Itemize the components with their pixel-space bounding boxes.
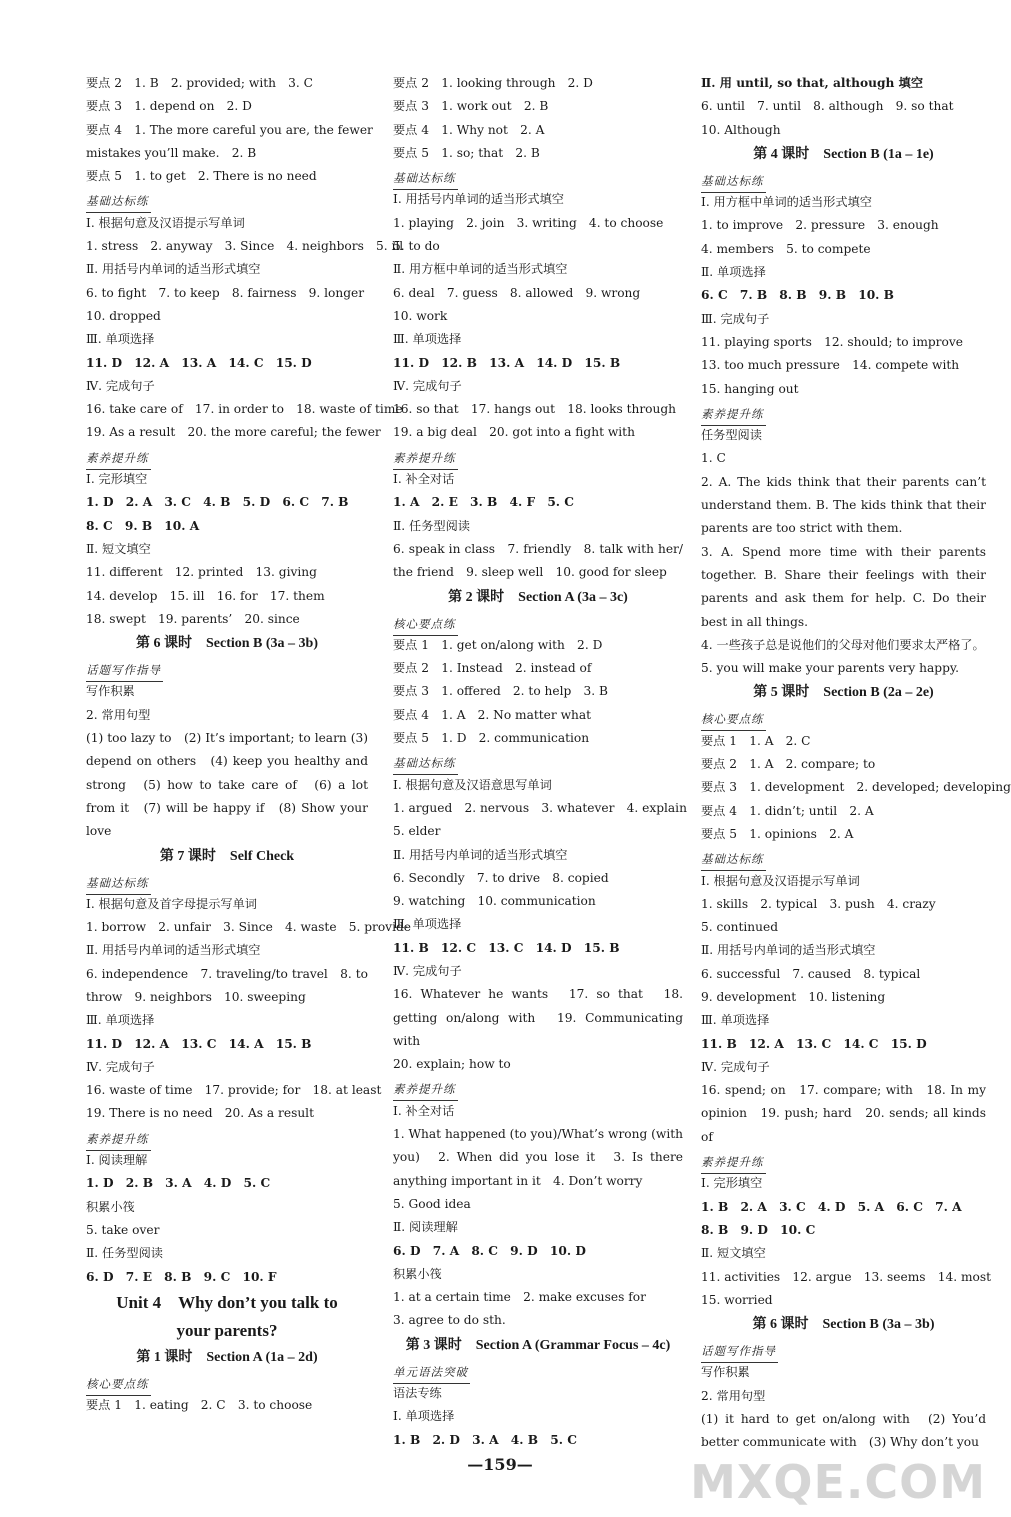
answer-line: 要点 5 1. D 2. communication — [393, 731, 590, 746]
section-label-row — [393, 445, 683, 468]
answer-line: Ⅳ. 完成句子 — [393, 963, 462, 978]
lesson-heading: 第 3 课时 Section A (Grammar Focus – 4c) — [405, 1337, 671, 1353]
answer-line: 5. take over — [86, 1222, 160, 1237]
lesson-heading: 第 7 课时 Self Check — [159, 848, 295, 864]
answer-column-middle — [393, 72, 687, 1452]
answer-line: 1. to improve 2. pressure 3. enough — [701, 218, 939, 233]
answer-paragraph: (1) it hard to get on/along with (2) You’d better communicate with (3) Why don’t you — [701, 1412, 986, 1450]
answer-line: 要点 4 1. didn’t; until 2. A — [701, 803, 874, 818]
lesson-heading: 第 1 课时 Section A (1a – 2d) — [136, 1349, 318, 1365]
answer-line: Ⅱ. 任务型阅读 — [86, 1246, 163, 1261]
answer-line: Ⅳ. 完成句子 — [701, 1059, 770, 1074]
answer-paragraph: 1. What happened (to you)/What’s wrong (with you) 2. When did you lose it 3. Is there anything important in it 4. Don’t worry — [393, 1127, 683, 1188]
answer-line: 任务型阅读 — [701, 428, 762, 443]
answer-line: 1. playing 2. join 3. writing 4. to choose — [393, 215, 664, 230]
answer-line: Ⅱ. 短文填空 — [86, 541, 151, 556]
choice-answer-line: 11. D 12. B 13. A 14. D 15. B — [393, 355, 621, 370]
lesson-heading: 第 5 课时 Section B (2a – 2e) — [753, 685, 934, 701]
answer-line: Ⅱ. 任务型阅读 — [393, 518, 470, 533]
site-watermark: MXQE.COM — [690, 1455, 986, 1509]
answer-line: 语法专练 — [393, 1386, 442, 1401]
answer-line: 15. hanging out — [701, 381, 799, 396]
section-label-row — [701, 846, 986, 869]
answer-line: Ⅱ. 用方框中单词的适当形式填空 — [393, 262, 568, 277]
answer-line: Ⅱ. 用括号内单词的适当形式填空 — [393, 847, 568, 862]
answer-line: 11. playing sports 12. should; to improve — [701, 334, 963, 349]
answer-paragraph: 16. Whatever he wants 17. so that 18. getting on/along with 19. Communicating with — [393, 987, 683, 1048]
choice-answer-line: 11. B 12. A 13. C 14. C 15. D — [701, 1036, 927, 1051]
lesson-heading: 第 6 课时 Section B (3a – 3b) — [136, 636, 318, 652]
answer-line: 16. so that 17. hangs out 18. looks through — [393, 402, 676, 417]
answer-line: 写作积累 — [86, 684, 135, 699]
section-label: 单元语法突破 — [393, 1361, 470, 1384]
answer-line: 5. to do — [393, 239, 440, 254]
answer-line: Ⅰ. 单项选择 — [393, 1409, 455, 1424]
choice-answer-line: 11. B 12. C 13. C 14. D 15. B — [393, 940, 620, 955]
answer-line: Ⅲ. 单项选择 — [701, 1013, 770, 1028]
section-label: 素养提升练 — [86, 1128, 151, 1151]
answer-paragraph: 4. 一些孩子总是说他们的父母对他们要求太严格了。 — [701, 637, 985, 652]
answer-line: 要点 3 1. offered 2. to help 3. B — [393, 684, 608, 699]
answer-line: Ⅰ. 完形填空 — [701, 1176, 763, 1191]
choice-answer-line: 1. D 2. A 3. C 4. B 5. D 6. C 7. B — [86, 495, 349, 510]
section-label: 素养提升练 — [393, 447, 458, 470]
answer-line: Ⅰ. 根据句意及首字母提示写单词 — [86, 896, 257, 911]
answer-paragraph: 3. A. Spend more time with their parents together. B. Share their feelings with their parents and ask them for help. C. Do their best in all things. — [701, 544, 986, 629]
answer-paragraph: 16. spend; on 17. compare; with 18. In my opinion 19. push; hard 20. sends; all kinds of — [701, 1083, 986, 1144]
section-label: 素养提升练 — [393, 1078, 458, 1101]
lesson-heading: 第 4 课时 Section B (1a – 1e) — [753, 146, 934, 162]
answer-line: 5. you will make your parents very happy. — [701, 661, 960, 676]
answer-line: 3. agree to do sth. — [393, 1313, 506, 1328]
answer-line: 要点 2 1. looking through 2. D — [393, 76, 593, 90]
answer-line: 6. to fight 7. to keep 8. fairness 9. longer — [86, 285, 365, 300]
section-label: 素养提升练 — [86, 447, 151, 470]
choice-answer-line: 6. D 7. A 8. C 9. D 10. D — [393, 1243, 586, 1258]
section-label-row — [86, 1371, 368, 1394]
choice-answer-line: 6. D 7. E 8. B 9. C 10. F — [86, 1269, 277, 1284]
answer-paragraph: (1) too lazy to (2) It’s important; to learn (3) depend on others (4) keep you healthy and strong (5) how to take care of (6) a lot from it (7) will be happy if (8) Show your love — [86, 731, 368, 839]
answer-line: 1. skills 2. typical 3. push 4. crazy — [701, 896, 936, 911]
answer-line: Ⅲ. 单项选择 — [393, 917, 462, 932]
answer-line: Ⅰ. 根据句意及汉语提示写单词 — [86, 215, 245, 230]
choice-answer-line: 1. D 2. B 3. A 4. D 5. C — [86, 1176, 271, 1191]
answer-line: 要点 5 1. to get 2. There is no need — [86, 169, 317, 184]
section-label-row — [86, 1126, 368, 1149]
section-label: 基础达标练 — [393, 167, 458, 190]
answer-line: 要点 3 1. work out 2. B — [393, 99, 549, 114]
answer-line: 要点 5 1. so; that 2. B — [393, 145, 540, 160]
section-label: 核心要点练 — [86, 1373, 151, 1396]
answer-line: 16. waste of time 17. provide; for 18. at least — [86, 1083, 382, 1098]
section-label: 核心要点练 — [701, 708, 766, 731]
answer-line: Ⅱ. 阅读理解 — [393, 1220, 458, 1235]
answer-line: 9. watching 10. communication — [393, 894, 596, 909]
answer-line: 1. borrow 2. unfair 3. Since 4. waste 5. provide — [86, 920, 411, 935]
answer-line: Ⅱ. 短文填空 — [701, 1246, 766, 1261]
answer-line: 10. work — [393, 308, 448, 323]
section-label-row — [701, 1338, 986, 1361]
answer-line: 1. stress 2. anyway 3. Since 4. neighbors 5. ill — [86, 239, 404, 254]
section-label: 基础达标练 — [86, 190, 151, 213]
answer-line: 18. swept 19. parents’ 20. since — [86, 611, 300, 626]
answer-line: 要点 2 1. A 2. compare; to — [701, 757, 876, 772]
answer-line: Ⅰ. 完形填空 — [86, 472, 148, 487]
choice-answer-line: 11. D 12. A 13. A 14. C 15. D — [86, 355, 312, 370]
section-label: 基础达标练 — [393, 752, 458, 775]
answer-line: 要点 1 1. get on/along with 2. D — [393, 637, 603, 652]
answer-line: Ⅰ. 补全对话 — [393, 472, 455, 487]
section-label-row — [701, 1149, 986, 1172]
answer-line: 10. Although — [701, 122, 781, 137]
answer-line: Ⅰ. 补全对话 — [393, 1103, 455, 1118]
answer-line: Ⅲ. 单项选择 — [86, 332, 155, 347]
answer-line: Ⅱ. 用括号内单词的适当形式填空 — [86, 262, 261, 277]
answer-line: mistakes you’ll make. 2. B — [86, 145, 257, 160]
answer-line: 5. Good idea — [393, 1196, 471, 1211]
answer-line: 1. argued 2. nervous 3. whatever 4. explain — [393, 800, 687, 815]
lesson-heading: 第 2 课时 Section A (3a – 3c) — [448, 589, 628, 605]
answer-line: 积累小筏 — [86, 1199, 135, 1214]
answer-line: 6. successful 7. caused 8. typical — [701, 966, 921, 981]
answer-column-right — [701, 72, 1011, 1455]
answer-line: 要点 2 1. Instead 2. instead of — [393, 661, 592, 676]
section-label: 基础达标练 — [701, 170, 766, 193]
page-number: —159— — [467, 1455, 533, 1474]
answer-line: 14. develop 15. ill 16. for 17. them — [86, 588, 325, 603]
answer-line: 要点 4 1. The more careful you are, the fewer — [86, 122, 373, 137]
answer-line: Ⅱ. 用括号内单词的适当形式填空 — [86, 943, 261, 958]
section-label-row — [393, 1076, 683, 1099]
section-label-row — [393, 1359, 683, 1382]
unit-title: your parents? — [176, 1320, 278, 1340]
choice-answer-line: 6. C 7. B 8. B 9. B 10. B — [701, 288, 894, 303]
section-label-row — [393, 165, 683, 188]
answer-paragraph: 6. independence 7. traveling/to travel 8. to throw 9. neighbors 10. sweeping — [86, 966, 368, 1004]
answer-line: Ⅳ. 完成句子 — [86, 378, 155, 393]
answer-line: Ⅱ. 用括号内单词的适当形式填空 — [701, 943, 876, 958]
section-label-row — [393, 750, 683, 773]
section-label: 核心要点练 — [393, 613, 458, 636]
answer-line: 要点 3 1. development 2. developed; developing — [701, 780, 1011, 795]
answer-line: Ⅰ. 根据句意及汉语提示写单词 — [701, 873, 860, 888]
choice-answer-line: 1. A 2. E 3. B 4. F 5. C — [393, 495, 574, 510]
answer-line: 19. There is no need 20. As a result — [86, 1106, 314, 1121]
choice-answer-line: 11. D 12. A 13. C 14. A 15. B — [86, 1036, 312, 1051]
answer-line: 19. a big deal 20. got into a fight with — [393, 425, 635, 440]
section-label-row — [701, 706, 986, 729]
answer-line: 20. explain; how to — [393, 1057, 511, 1072]
section-label: 话题写作指导 — [701, 1340, 778, 1363]
lesson-heading: 第 6 课时 Section B (3a – 3b) — [752, 1317, 935, 1333]
answer-paragraph: 2. A. The kids think that their parents can’t understand them. B. The kids think that their parents are too strict with them. — [701, 474, 986, 536]
answer-paragraph: 6. speak in class 7. friendly 8. talk with her/ the friend 9. sleep well 10. good for sleep — [393, 541, 683, 580]
answer-line: Ⅰ. 根据句意及汉语意思写单词 — [393, 777, 552, 792]
answer-line: 要点 4 1. A 2. No matter what — [393, 707, 592, 722]
answer-line: Ⅰ. 阅读理解 — [86, 1153, 148, 1168]
answer-line: 13. too much pressure 14. compete with — [701, 358, 960, 373]
answer-line: 要点 3 1. depend on 2. D — [86, 99, 252, 114]
section-label-row — [393, 611, 683, 634]
answer-line: 11. activities 12. argue 13. seems 14. most — [701, 1269, 992, 1284]
choice-answer-line: 1. B 2. D 3. A 4. B 5. C — [393, 1432, 577, 1447]
answer-line: Ⅰ. 用括号内单词的适当形式填空 — [393, 192, 564, 207]
section-label-row — [86, 445, 368, 468]
answer-line: 19. As a result 20. the more careful; the fewer — [86, 425, 381, 440]
answer-line: 6. deal 7. guess 8. allowed 9. wrong — [393, 285, 641, 300]
answer-line: 15. worried — [701, 1292, 773, 1307]
answer-line: 6. until 7. until 8. although 9. so that — [701, 99, 954, 114]
answer-line: Ⅲ. 单项选择 — [393, 332, 462, 347]
answer-line: 10. dropped — [86, 308, 161, 323]
answer-line: Ⅲ. 单项选择 — [86, 1013, 155, 1028]
answer-line: Ⅱ. 单项选择 — [701, 265, 766, 280]
section-label-row — [86, 870, 368, 893]
answer-line: 写作积累 — [701, 1365, 750, 1380]
section-label: 基础达标练 — [701, 848, 766, 871]
answer-line: 要点 2 1. B 2. provided; with 3. C — [86, 76, 313, 90]
section-label: 素养提升练 — [701, 403, 766, 426]
answer-line: Ⅲ. 完成句子 — [701, 311, 770, 326]
section-label-row — [701, 401, 986, 424]
answer-line: 要点 5 1. opinions 2. A — [701, 826, 854, 841]
section-label-row — [86, 188, 368, 211]
answer-line: 要点 1 1. eating 2. C 3. to choose — [86, 1398, 313, 1413]
choice-answer-line: 8. B 9. D 10. C — [701, 1222, 816, 1237]
section-label-row — [86, 657, 368, 680]
answer-line: 4. members 5. to compete — [701, 241, 871, 256]
answer-line: 1. at a certain time 2. make excuses for — [393, 1290, 646, 1305]
answer-line: 1. C — [701, 451, 726, 466]
answer-line: 积累小筏 — [393, 1266, 442, 1281]
section-label: 素养提升练 — [701, 1151, 766, 1174]
answer-line: 要点 4 1. Why not 2. A — [393, 122, 545, 137]
answer-line: Ⅳ. 完成句子 — [393, 378, 462, 393]
answer-column-left — [86, 72, 411, 1417]
choice-answer-line: 8. C 9. B 10. A — [86, 518, 200, 533]
answer-line: 11. different 12. printed 13. giving — [86, 565, 317, 580]
choice-answer-line: Ⅱ. 用 until, so that, although 填空 — [701, 76, 924, 90]
answer-line: 16. take care of 17. in order to 18. waste of time — [86, 402, 403, 417]
answer-line: Ⅳ. 完成句子 — [86, 1059, 155, 1074]
answer-line: 2. 常用句型 — [701, 1388, 766, 1403]
answer-line: 5. continued — [701, 920, 779, 935]
answer-line: 6. Secondly 7. to drive 8. copied — [393, 870, 609, 885]
unit-title: Unit 4 Why don’t you talk to — [116, 1292, 338, 1312]
answer-line: 5. elder — [393, 824, 441, 839]
choice-answer-line: 1. B 2. A 3. C 4. D 5. A 6. C 7. A — [701, 1199, 962, 1214]
section-label: 基础达标练 — [86, 872, 151, 895]
answer-line: 9. development 10. listening — [701, 989, 886, 1004]
section-label-row — [701, 168, 986, 191]
answer-line: 要点 1 1. A 2. C — [701, 733, 811, 748]
section-label: 话题写作指导 — [86, 659, 163, 682]
answer-line: 2. 常用句型 — [86, 707, 151, 722]
answer-line: Ⅰ. 用方框中单词的适当形式填空 — [701, 195, 872, 210]
